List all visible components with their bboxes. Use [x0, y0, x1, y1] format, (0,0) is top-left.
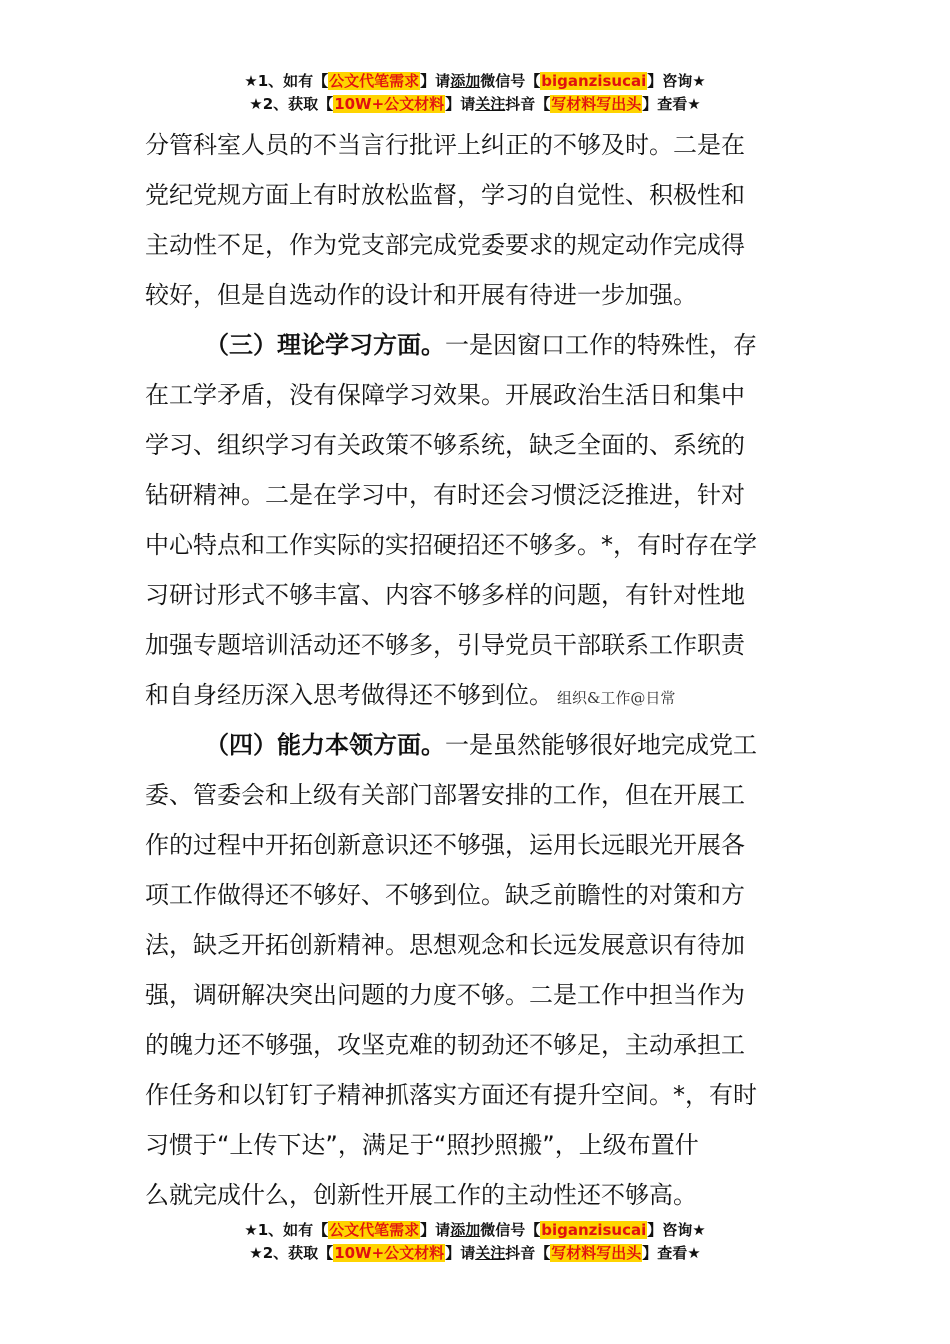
body-line: 在工学矛盾，没有保障学习效果。开展政治生活日和集中 — [145, 381, 745, 409]
footer-banner — [0, 1219, 950, 1265]
section-3-last-line — [145, 670, 805, 720]
body-line: 加强专题培训活动还不够多，引导党员干部联系工作职责 — [145, 631, 745, 659]
banner-text: ★1、如有【 — [244, 72, 329, 90]
banner-underlined: 关注 — [475, 1244, 506, 1262]
banner-text: 抖音【 — [505, 95, 551, 113]
body-line: 钻研精神。二是在学习中，有时还会习惯泛泛推进，针对 — [145, 481, 745, 509]
banner-highlight: 公文代笔需求 — [329, 1221, 420, 1239]
banner-text: 】请 — [445, 1244, 476, 1262]
body-line: 委、管委会和上级有关部门部署安排的工作，但在开展工 — [145, 781, 745, 809]
banner-text: 】请 — [445, 95, 476, 113]
banner-highlight: biganzisucai — [541, 72, 647, 90]
body-text: 一是因窗口工作的特殊性，存 — [445, 331, 757, 359]
banner-text: 】咨询★ — [647, 1221, 706, 1239]
body-line: 中心特点和工作实际的实招硬招还不够多。*，有时存在学 — [145, 531, 757, 559]
footer-banner-line-1 — [0, 1219, 950, 1242]
body-line: 习惯于“上传下达”，满足于“照抄照搬”，上级布置什 — [145, 1131, 699, 1159]
footer-banner-line-2 — [0, 1242, 950, 1265]
header-banner — [0, 70, 950, 116]
watermark-note: 组织&工作@日常 — [557, 689, 676, 707]
document-body — [145, 120, 805, 1220]
banner-text: ★2、获取【 — [249, 95, 334, 113]
body-line: 么就完成什么，创新性开展工作的主动性还不够高。 — [145, 1181, 697, 1209]
header-banner-line-2 — [0, 93, 950, 116]
body-line: 学习、组织学习有关政策不够系统，缺乏全面的、系统的 — [145, 431, 745, 459]
body-text: 一是虽然能够很好地完成党工 — [445, 731, 757, 759]
banner-underlined: 关注 — [475, 95, 506, 113]
section-4-heading: （四）能力本领方面。 — [205, 731, 445, 759]
banner-highlight: 写材料写出头 — [551, 1244, 642, 1262]
banner-text: ★1、如有【 — [244, 1221, 329, 1239]
body-line: 分管科室人员的不当言行批评上纠正的不够及时。二是在 — [145, 131, 745, 159]
banner-highlight: biganzisucai — [541, 1221, 647, 1239]
banner-text: ★2、获取【 — [249, 1244, 334, 1262]
section-4-first-line — [145, 720, 805, 770]
body-line: 的魄力还不够强，攻坚克难的韧劲还不够足，主动承担工 — [145, 1031, 745, 1059]
banner-text: 】查看★ — [642, 95, 701, 113]
banner-highlight: 公文代笔需求 — [329, 72, 420, 90]
banner-text: 】请 — [420, 72, 451, 90]
banner-text: 微信号【 — [480, 1221, 541, 1239]
body-text: 和自身经历深入思考做得还不够到位。 — [145, 681, 553, 709]
banner-highlight: 10W+公文材料 — [334, 1244, 445, 1262]
banner-highlight: 10W+公文材料 — [334, 95, 445, 113]
body-line: 习研讨形式不够丰富、内容不够多样的问题，有针对性地 — [145, 581, 745, 609]
header-banner-line-1 — [0, 70, 950, 93]
body-line: 法，缺乏开拓创新精神。思想观念和长远发展意识有待加 — [145, 931, 745, 959]
banner-text: 】咨询★ — [647, 72, 706, 90]
banner-underlined: 添加 — [450, 1221, 481, 1239]
body-line: 较好，但是自选动作的设计和开展有待进一步加强。 — [145, 281, 697, 309]
body-line: 党纪党规方面上有时放松监督，学习的自觉性、积极性和 — [145, 181, 745, 209]
section-3-first-line — [145, 320, 805, 370]
banner-text: 】查看★ — [642, 1244, 701, 1262]
section-3-heading: （三）理论学习方面。 — [205, 331, 445, 359]
banner-text: 抖音【 — [505, 1244, 551, 1262]
body-line: 作的过程中开拓创新意识还不够强，运用长远眼光开展各 — [145, 831, 745, 859]
body-line: 项工作做得还不够好、不够到位。缺乏前瞻性的对策和方 — [145, 881, 745, 909]
banner-text: 微信号【 — [480, 72, 541, 90]
body-line: 主动性不足，作为党支部完成党委要求的规定动作完成得 — [145, 231, 745, 259]
banner-underlined: 添加 — [450, 72, 481, 90]
body-line: 作任务和以钉钉子精神抓落实方面还有提升空间。*，有时 — [145, 1081, 757, 1109]
banner-text: 】请 — [420, 1221, 451, 1239]
banner-highlight: 写材料写出头 — [551, 95, 642, 113]
body-line: 强，调研解决突出问题的力度不够。二是工作中担当作为 — [145, 981, 745, 1009]
